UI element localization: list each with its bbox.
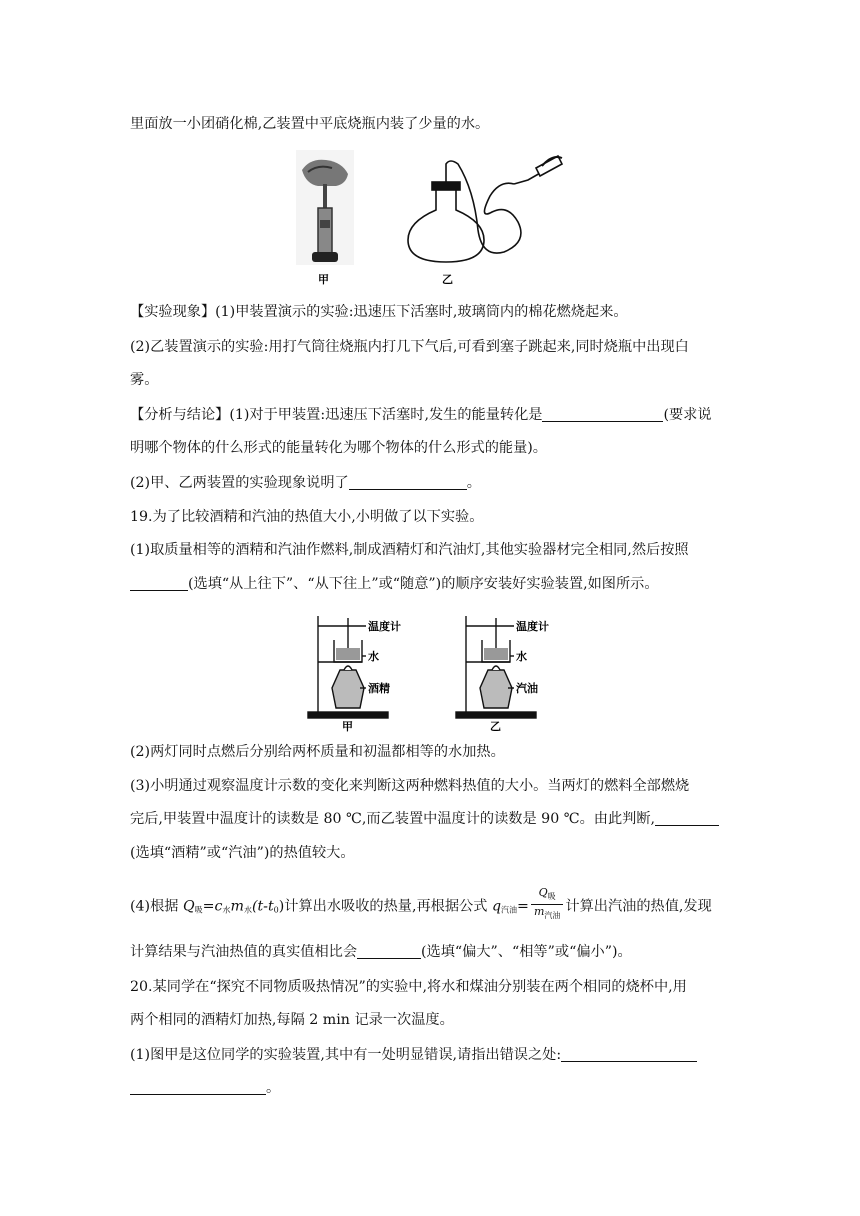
var-m: m xyxy=(230,898,244,915)
figure-label-yi: 乙 xyxy=(442,273,453,286)
formula-fraction xyxy=(531,886,563,923)
var-Q: Q xyxy=(182,898,195,915)
text-segment: (2)甲、乙两装置的实验现象说明了 xyxy=(130,475,349,491)
equals: = xyxy=(202,898,215,915)
answer-blank[interactable] xyxy=(655,811,719,826)
answer-blank[interactable] xyxy=(561,1047,697,1062)
label-water: 水 xyxy=(516,650,527,663)
frac-numerator: Q xyxy=(538,886,548,899)
answer-blank[interactable] xyxy=(542,407,663,422)
label-thermometer: 温度计 xyxy=(516,620,549,633)
figure-label-yi: 乙 xyxy=(490,720,501,733)
subscript: 水 xyxy=(243,905,252,915)
label-thermometer: 温度计 xyxy=(368,620,401,633)
formula-line xyxy=(130,888,712,925)
text-line: 两个相同的酒精灯加热,每隔 2 min 记录一次温度。 xyxy=(130,1012,454,1028)
text-segment: (选填“从上往下”、“从下往上”或“随意”)的顺序安装好实验装置,如图所示。 xyxy=(188,576,659,592)
text-segment: 计算出汽油的热值,发现 xyxy=(565,898,712,915)
figure-burner-setups xyxy=(304,608,594,734)
text-line xyxy=(130,1079,280,1097)
answer-blank[interactable] xyxy=(130,576,188,591)
text-line xyxy=(130,406,712,424)
text-line xyxy=(130,810,719,828)
text-line: 明哪个物体的什么形式的能量转化为哪个物体的什么形式的能量)。 xyxy=(130,440,547,456)
subscript: 0 xyxy=(273,905,279,915)
text-segment: (要求说 xyxy=(663,407,712,423)
text-line xyxy=(130,474,481,492)
text-line xyxy=(130,943,632,961)
text-segment: 计算结果与汽油热值的真实值相比会 xyxy=(130,944,358,960)
text-segment: )计算出水吸收的热量,再根据公式 xyxy=(278,898,492,915)
subscript: 水 xyxy=(222,905,231,915)
subscript: 汽油 xyxy=(501,905,518,915)
flask-pump-apparatus xyxy=(408,156,562,262)
var-c: c xyxy=(214,898,223,915)
label-alcohol: 酒精 xyxy=(368,682,390,695)
figure-label-jia: 甲 xyxy=(318,273,329,286)
equals: = xyxy=(517,898,529,915)
text-line: (3)小明通过观察温度计示数的变化来判断这两种燃料热值的大小。当两灯的燃料全部燃烧 xyxy=(130,778,690,794)
text-line: 20.某同学在“探究不同物质吸热情况”的实验中,将水和煤油分别装在两个相同的烧杯中,用 xyxy=(130,979,687,995)
text-line xyxy=(130,1046,697,1064)
text-line: 19.为了比较酒精和汽油的热值大小,小明做了以下实验。 xyxy=(130,509,484,525)
text-segment: (选填“偏大”、“相等”或“偏小”)。 xyxy=(421,944,632,960)
subscript: 吸 xyxy=(194,905,203,915)
text-segment: 。 xyxy=(266,1080,281,1096)
frac-denominator: m xyxy=(533,905,545,919)
text-segment: 完后,甲装置中温度计的读数是 80 ℃,而乙装置中温度计的读数是 90 ℃。由此判断, xyxy=(130,811,656,827)
label-water: 水 xyxy=(368,650,379,663)
syringe-apparatus-image xyxy=(296,150,354,265)
text-segment: (4)根据 xyxy=(130,898,183,915)
text-line: (1)取质量相等的酒精和汽油作燃料,制成酒精灯和汽油灯,其他实验器材完全相同,然后按照 xyxy=(130,542,689,558)
text-line: (选填“酒精”或“汽油”)的热值较大。 xyxy=(130,845,355,861)
subscript: 吸 xyxy=(547,892,556,902)
text-line: 里面放一小团硝化棉,乙装置中平底烧瓶内装了少量的水。 xyxy=(130,116,490,132)
answer-blank[interactable] xyxy=(349,475,467,490)
answer-blank[interactable] xyxy=(130,1080,266,1095)
text-line: 雾。 xyxy=(130,372,159,388)
label-gasoline: 汽油 xyxy=(516,682,538,695)
var-q: q xyxy=(491,898,502,915)
text-line: (2)两灯同时点燃后分别给两杯质量和初温都相等的水加热。 xyxy=(130,744,505,760)
text-line: (2)乙装置演示的实验:用打气筒往烧瓶内打几下气后,可看到塞子跳起来,同时烧瓶中出现白 xyxy=(130,339,689,355)
text-segment: (t-t xyxy=(251,898,274,915)
subscript: 汽油 xyxy=(544,911,561,921)
answer-blank[interactable] xyxy=(357,944,421,959)
text-segment: 【分析与结论】(1)对于甲装置:迅速压下活塞时,发生的能量转化是 xyxy=(130,407,543,423)
text-segment: (1)图甲是这位同学的实验装置,其中有一处明显错误,请指出错误之处: xyxy=(130,1047,562,1063)
text-segment: 。 xyxy=(466,475,481,491)
figure-label-jia: 甲 xyxy=(342,720,353,733)
text-line xyxy=(130,575,659,593)
figure-syringe-flask xyxy=(296,150,566,290)
text-line: 【实验现象】(1)甲装置演示的实验:迅速压下活塞时,玻璃筒内的棉花燃烧起来。 xyxy=(130,304,628,320)
